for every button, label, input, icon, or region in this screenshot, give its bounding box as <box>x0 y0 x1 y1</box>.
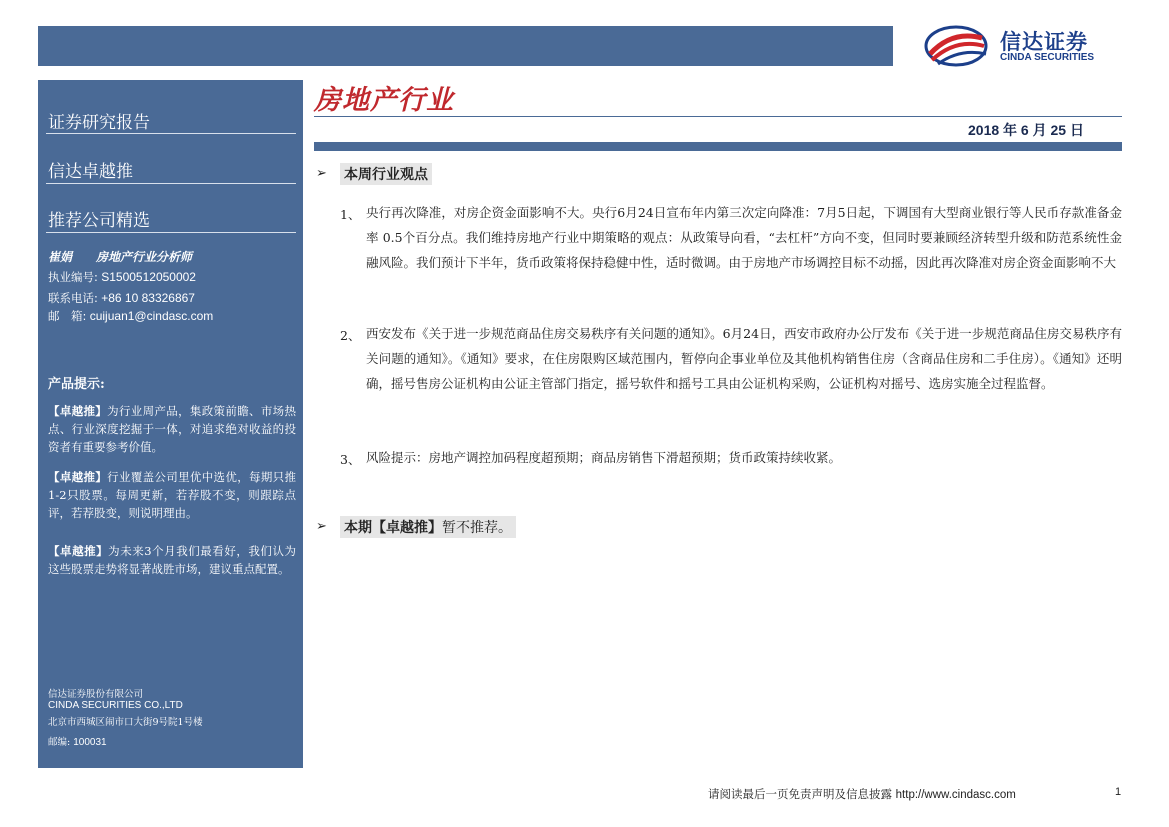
sidebar-heading-product: 信达卓越推 <box>48 162 133 182</box>
product-tip-1: 【卓越推】为行业周产品，集政策前瞻、市场热点、行业深度挖掘于一体，对追求绝对收益的投资者有重要参考价值。 <box>48 404 296 454</box>
item-text: 央行再次降准，对房企资金面影响不大。央行6月24日宣布年内第三次定向降准：7月5日起，下调国有大型商业银行等人民币存款准备金率 0.5个百分点。我们维持房地产行业中期策略的观点：从政策导向看，“去杠杆”方向不变，但同时要兼顾经济转型升级和防范系统性金融风险。我们预计下半年，货币政策将保持稳健中性，适时微调。由于房地产市场调控目标不动摇，因此再次降准对房企资金面影响不大 <box>366 205 1122 270</box>
title-rule <box>314 116 1122 117</box>
phone-label: 联系电话: <box>48 291 98 305</box>
item-number: 2、 <box>340 328 361 343</box>
page-number: 1 <box>1115 786 1122 798</box>
sidebar-heading-report: 证券研究报告 <box>48 113 150 133</box>
license-line <box>48 269 196 285</box>
section-title-pick: 本期【卓越推】暂不推荐。 <box>340 516 516 538</box>
email-value[interactable]: cuijuan1@cindasc.com <box>89 309 214 323</box>
sidebar-divider <box>46 183 296 184</box>
item-number: 1、 <box>340 207 361 222</box>
email-line <box>48 308 213 324</box>
sidebar-divider <box>46 232 296 233</box>
product-tip-3: 【卓越推】为未来3个月我们最看好，我们认为这些股票走势将显著战胜市场，建议重点配置。 <box>48 544 296 576</box>
sidebar <box>38 80 303 768</box>
email-label: 邮 箱: <box>48 309 87 323</box>
logo-text-cn: 信达证券 <box>1000 30 1088 54</box>
logo-text-en: CINDA SECURITIES <box>1000 52 1095 63</box>
product-tips-title: 产品提示: <box>48 377 105 392</box>
phone-value: +86 10 83326867 <box>101 291 195 305</box>
postcode-line: 邮编: 100031 <box>48 737 107 748</box>
arrow-bullet-icon: ➢ <box>316 166 327 181</box>
item-text: 风险提示：房地产调控加码程度超预期；商品房销售下滑超预期；货币政策持续收紧。 <box>366 450 842 465</box>
header-bar <box>38 26 893 66</box>
license-label: 执业编号: <box>48 270 98 284</box>
company-name-cn: 信达证券股份有限公司 <box>48 689 144 700</box>
footer-url[interactable]: http://www.cindasc.com <box>895 789 1016 801</box>
sidebar-divider <box>46 133 296 134</box>
item-number: 3、 <box>340 452 361 467</box>
company-address: 北京市西城区闹市口大街9号院1号楼 <box>48 717 203 728</box>
company-name-en: CINDA SECURITIES CO.,LTD <box>48 700 183 711</box>
item-text: 西安发布《关于进一步规范商品住房交易秩序有关问题的通知》。6月24日，西安市政府办公厅发布《关于进一步规范商品住房交易秩序有关问题的通知》。《通知》要求，在住房限购区域范围内，暂停向企事业单位及其他机构销售住房（含商品住房和二手住房）。《通知》还明确，摇号售房公证机构由公证主管部门指定，摇号软件和摇号工具由公证机构采购，公证机构对摇号、选房实施全过程监督。 <box>366 326 1122 391</box>
product-tip-2: 【卓越推】行业覆盖公司里优中选优，每期只推1-2只股票。每周更新，若荐股不变，则跟踪点评，若荐股变，则说明理由。 <box>48 470 296 520</box>
page-title: 房地产行业 <box>314 85 454 116</box>
date-bar <box>314 142 1122 151</box>
arrow-bullet-icon: ➢ <box>316 519 327 534</box>
analyst-name: 崔娟 房地产行业分析师 <box>48 250 193 264</box>
phone-line <box>48 290 195 306</box>
license-value: S1500512050002 <box>101 270 196 284</box>
footer-disclaimer: 请阅读最后一页免责声明及信息披露 http://www.cindasc.com <box>708 787 1016 801</box>
section-title-weekly-view: 本周行业观点 <box>340 163 432 185</box>
sidebar-heading-picks: 推荐公司精选 <box>48 211 150 231</box>
report-date: 2018 年 6 月 25 日 <box>968 122 1084 138</box>
